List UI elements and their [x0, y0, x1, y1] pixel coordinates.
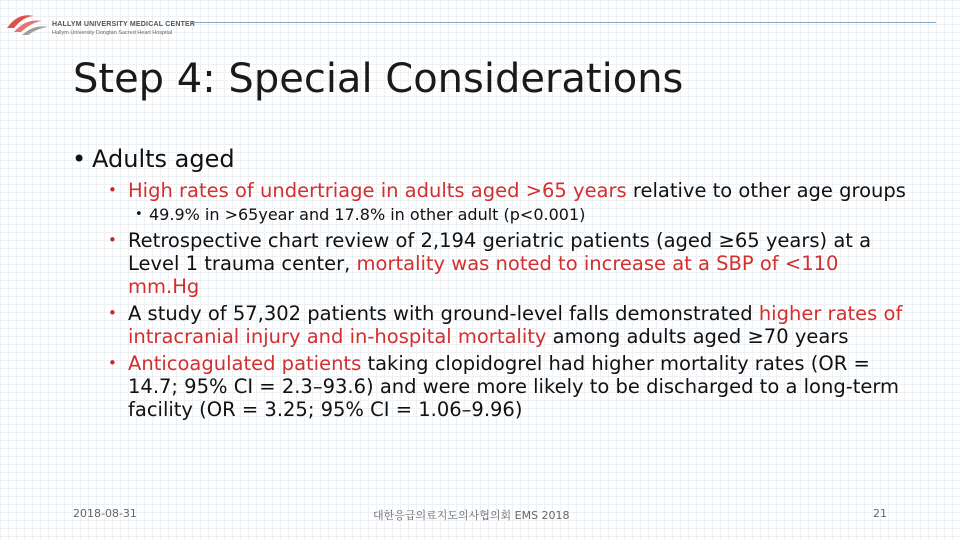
logo-subtitle: Hallym University Dongtan Sacred Heart Hospital [52, 30, 173, 36]
bullet-marker: • [108, 231, 117, 249]
hospital-logo [4, 8, 204, 44]
slide-content [72, 143, 912, 421]
hospital-logo-icon [4, 8, 50, 38]
highlight-text: High rates of undertriage in adults aged >65 years [128, 179, 627, 202]
bullet-undertriage [72, 179, 912, 202]
bullet-falls-study [72, 302, 912, 348]
header-divider [192, 22, 936, 23]
page-number: 21 [873, 507, 887, 520]
bullet-text: Adults aged [92, 145, 235, 173]
highlight-text: mortality was noted to increase at a SBP of <110 mm.Hg [128, 252, 839, 298]
slide-title: Step 4: Special Considerations [73, 56, 684, 102]
bullet-text-tail: among adults aged ≥70 years [546, 325, 849, 348]
bullet-adults-aged [72, 143, 912, 175]
footer-date: 2018-08-31 [73, 507, 137, 520]
highlight-text: higher rates of intracranial injury and in-hospital mortality [128, 302, 903, 348]
bullet-text: taking clopidogrel had higher mortality rates (OR = 14.7; 95% CI = 2.3–93.6) and were more likely to be discharged to a long-term facility (OR = 3.25; 95% CI = 1.06–9.96) [128, 352, 900, 421]
bullet-marker: • [108, 181, 117, 199]
bullet-anticoagulated [72, 352, 912, 421]
bullet-marker: • [108, 304, 117, 322]
bullet-marker: • [108, 354, 117, 372]
bullet-text: A study of 57,302 patients with ground-level falls demonstrated [128, 302, 759, 325]
bullet-percentages [72, 204, 912, 226]
logo-name: HALLYM UNIVERSITY MEDICAL CENTER [52, 21, 196, 28]
bullet-text: 49.9% in >65year and 17.8% in other adult (p<0.001) [149, 205, 586, 224]
highlight-text: Anticoagulated patients [128, 352, 362, 375]
footer-organization: 대한응급의료지도의사협의회 EMS 2018 [373, 509, 570, 522]
bullet-text: Retrospective chart review of 2,194 geriatric patients (aged ≥65 years) at a Level 1 trauma center, [128, 229, 872, 275]
bullet-marker: • [135, 207, 143, 222]
bullet-retrospective-review [72, 229, 912, 298]
bullet-text: relative to other age groups [626, 179, 906, 202]
bullet-marker: • [72, 145, 87, 173]
